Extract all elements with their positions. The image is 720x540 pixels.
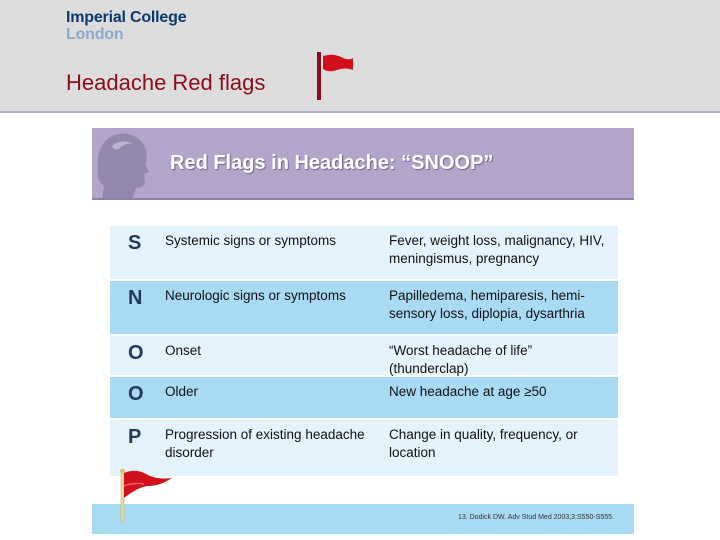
red-flag-icon bbox=[315, 52, 355, 102]
row-category: Systemic signs or symptoms bbox=[165, 233, 337, 248]
page-title: Headache Red flags bbox=[66, 70, 266, 95]
slide-title: Red Flags in Headache: “SNOOP” bbox=[170, 152, 494, 174]
snoop-table bbox=[110, 226, 618, 478]
citation: 13. Dodick DW. Adv Stud Med 2003;3:S550-S555. bbox=[457, 514, 614, 521]
table-row bbox=[110, 377, 618, 420]
row-letter: O bbox=[128, 383, 144, 405]
table-row bbox=[110, 226, 618, 281]
table-row bbox=[110, 336, 618, 377]
page-header bbox=[0, 0, 720, 113]
imperial-college-logo bbox=[66, 9, 186, 43]
slide-header bbox=[92, 128, 634, 200]
snoop-slide bbox=[92, 128, 634, 534]
row-description: Papilledema, hemiparesis, hemi-sensory loss, diplopia, dysarthria bbox=[389, 288, 585, 321]
table-row bbox=[110, 420, 618, 478]
row-description: Change in quality, frequency, or location bbox=[389, 427, 578, 460]
row-letter: S bbox=[128, 232, 142, 254]
logo-line2: London bbox=[66, 26, 124, 43]
row-letter: P bbox=[128, 426, 142, 448]
table-row bbox=[110, 281, 618, 336]
row-category: Onset bbox=[165, 343, 202, 358]
waving-flag-icon bbox=[116, 468, 176, 524]
row-category: Older bbox=[165, 384, 199, 399]
row-description: “Worst headache of life” (thunderclap) bbox=[389, 343, 533, 376]
silhouette-head-icon bbox=[92, 128, 162, 200]
row-description: Fever, weight loss, malignancy, HIV, meningismus, pregnancy bbox=[389, 233, 605, 266]
row-letter: N bbox=[128, 287, 143, 309]
logo-line1: Imperial College bbox=[66, 9, 187, 26]
row-category: Progression of existing headache disorder bbox=[165, 427, 365, 460]
row-letter: O bbox=[128, 342, 144, 364]
row-category: Neurologic signs or symptoms bbox=[165, 288, 346, 303]
row-description: New headache at age ≥50 bbox=[389, 384, 547, 399]
